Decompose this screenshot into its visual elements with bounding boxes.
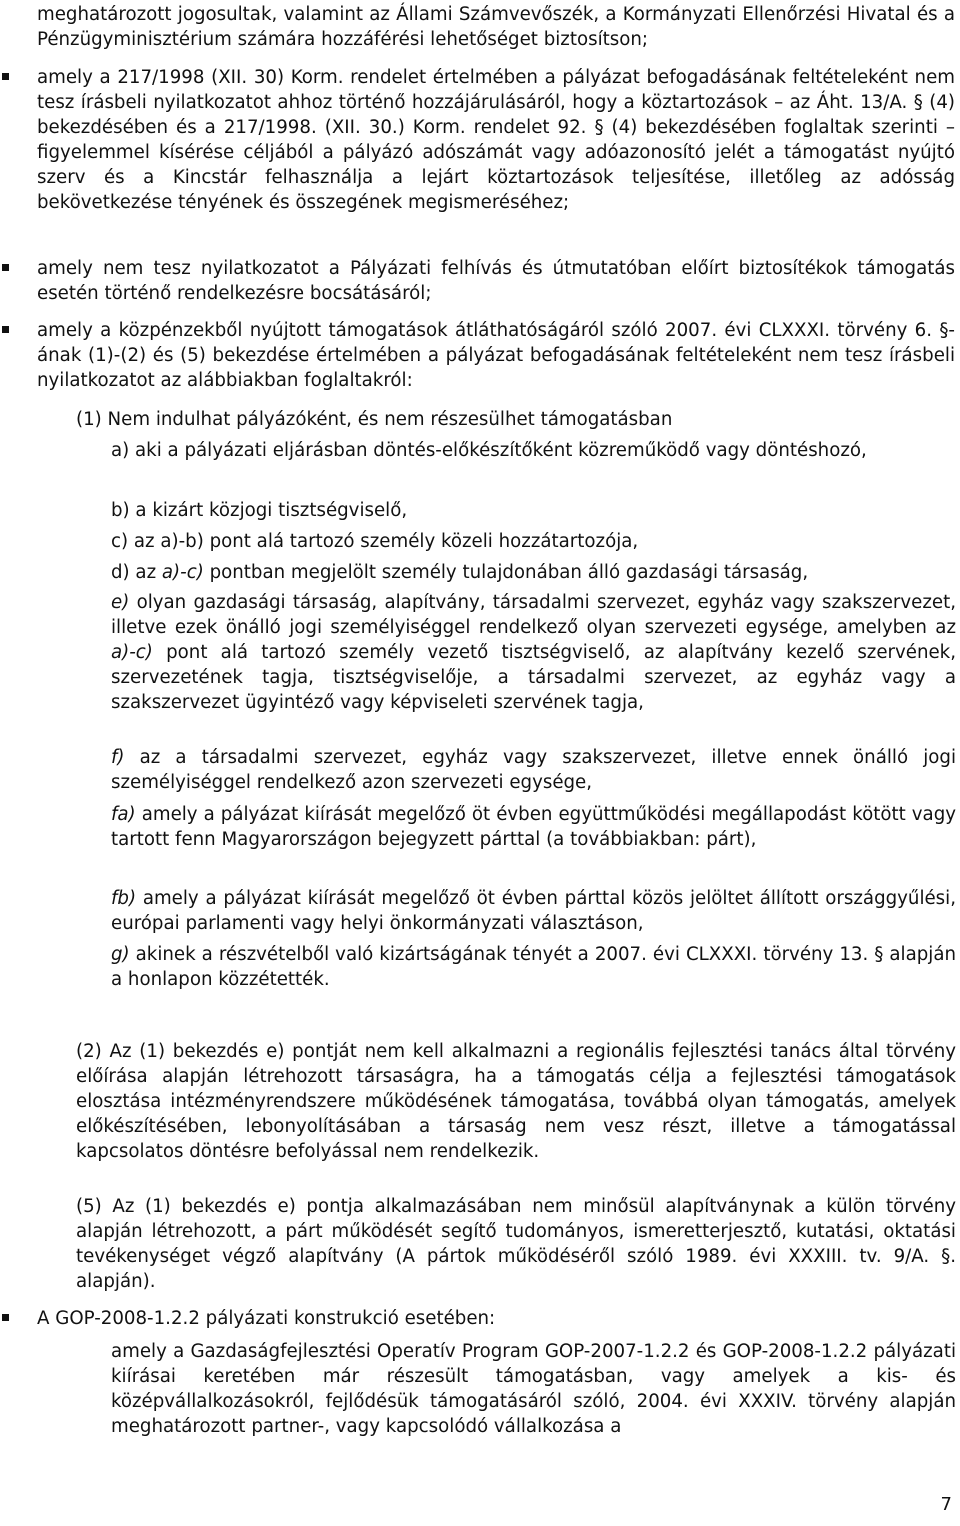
item-fa <box>111 802 956 852</box>
section-1-heading: (1) Nem indulhat pályázóként, és nem részesülhet támogatásban <box>76 409 673 430</box>
item-d-prefix: d) az <box>111 562 162 583</box>
bullet-icon <box>2 264 9 271</box>
item-e-marker: e) <box>111 592 130 613</box>
item-g-marker: g) <box>111 944 130 965</box>
item-fa-marker: fa) <box>111 804 136 825</box>
bullet-item-3: amely a közpénzekből nyújtott támogatások átláthatóságáról szóló 2007. évi CLXXXI. törvény 6. §-ának (1)-(2) és (5) bekezdése értelmében a pályázat befogadásának feltételeként nem tesz írásbeli nyilatkozatot az alábbiakban foglaltakról: <box>37 320 955 391</box>
item-fa-text: amely a pályázat kiírását megelőző öt évben együttműködési megállapodást kötött vagy tartott fenn Magyarországon bejegyzett párttal (a továbbiakban: párt), <box>111 804 956 850</box>
item-a: a) aki a pályázati eljárásban döntés-előkészítőként közreműködő vagy döntéshozó, <box>111 440 867 461</box>
item-c: c) az a)-b) pont alá tartozó személy közeli hozzátartozója, <box>111 531 639 552</box>
bullet-icon <box>2 326 9 333</box>
item-fb-marker: fb) <box>111 888 137 909</box>
bullet-item-1: amely a 217/1998 (XII. 30) Korm. rendelet értelmében a pályázat befogadásának feltételeként nem tesz írásbeli nyilatkozatot ahhoz történő hozzájárulásáról, hogy a köztartozások – az Áht. 13/A. § (4) bekezdésében és a 217/1998. (XII. 30.) Korm. rendelet 92. § (4) bekezdésében foglaltak szerinti – figyelemmel kísérése céljából a pályázó adószámát vagy adóazonosító jelét a támogatást nyújtó szerv és a Kincstár felhasználja a lejárt köztartozások teljesítése, illetőleg az adósság bekövetkezése tényének és összegének megismeréséhez; <box>37 67 955 213</box>
page-number: 7 <box>940 1494 952 1515</box>
paragraph-intro: meghatározott jogosultak, valamint az Állami Számvevőszék, a Kormányzati Ellenőrzési Hivatal és a Pénzügyminisztérium számára hozzáférési lehetőséget biztosítson; <box>37 4 955 50</box>
item-f <box>111 745 956 795</box>
item-d <box>111 560 956 585</box>
bullet-icon <box>2 1314 9 1321</box>
item-e-text-2: pont alá tartozó személy vezető tisztségviselő, az alapítvány kezelő szervének, szervezetének tagja, tisztségviselője, a társadalmi szervezet, az egyház vagy a szakszervezet ügyintéző vagy képviseleti szervének tagja, <box>111 642 956 713</box>
item-e-text-1: olyan gazdasági társaság, alapítvány, társadalmi szervezet, egyház vagy szakszervezet, illetve ezek önálló jogi személyiséggel rendelkező olyan szervezeti egysége, amelyben az <box>111 592 956 638</box>
item-f-marker: f) <box>111 747 125 768</box>
item-e-italic: a)-c) <box>111 642 153 663</box>
bullet-icon <box>2 73 9 80</box>
item-fb <box>111 886 956 936</box>
item-e <box>111 590 956 715</box>
gop-paragraph: amely a Gazdaságfejlesztési Operatív Program GOP-2007-1.2.2 és GOP-2008-1.2.2 pályázati kiírásai keretében már részesült támogatásban, vagy amelyek a kis- és középvállalkozásokról, fejlődésük támogatásáról szóló, 2004. évi XXXIV. törvény alapján meghatározott partner-, vagy kapcsolódó vállalkozása a <box>111 1341 956 1437</box>
item-fb-text: amely a pályázat kiírását megelőző öt évben párttal közös jelöltet állított országgyűlési, európai parlamenti vagy helyi önkormányzati választáson, <box>111 888 956 934</box>
bullet-item-2: amely nem tesz nyilatkozatot a Pályázati felhívás és útmutatóban előírt biztosítékok támogatás esetén történő rendelkezésre bocsátásáról; <box>37 258 955 304</box>
section-2-paragraph: (2) Az (1) bekezdés e) pontját nem kell alkalmazni a regionális fejlesztési tanács által törvény előírása alapján létrehozott társaságra, ha a támogatás célja a fejlesztési támogatások elosztása intézményrendszere működésének támogatása, továbbá olyan támogatás, amelyek előkészítésében, lebonyolításában a társaság nem vesz részt, illetve a támogatással kapcsolatos döntésre befolyással nem rendelkezik. <box>76 1041 956 1162</box>
item-f-text: az a társadalmi szervezet, egyház vagy szakszervezet, illetve ennek önálló jogi személyiséggel rendelkező azon szervezeti egysége, <box>111 747 956 793</box>
item-d-italic: a)-c) <box>161 562 204 583</box>
item-b: b) a kizárt közjogi tisztségviselő, <box>111 500 408 521</box>
bullet-item-4: A GOP-2008-1.2.2 pályázati konstrukció esetében: <box>37 1308 496 1329</box>
item-g-text: akinek a részvételből való kizártságának tényét a 2007. évi CLXXXI. törvény 13. § alapján a honlapon közzétették. <box>111 944 956 990</box>
section-5-paragraph: (5) Az (1) bekezdés e) pontja alkalmazásában nem minősül alapítványnak a külön törvény alapján létrehozott, a párt működését segítő tudományos, ismeretterjesztő, kutatási, oktatási tevékenységet végző alapítvány (A pártok működéséről szóló 1989. évi XXXIII. tv. 9/A. §. alapján). <box>76 1196 956 1292</box>
item-d-rest: pontban megjelölt személy tulajdonában álló gazdasági társaság, <box>203 562 809 583</box>
item-g <box>111 942 956 992</box>
